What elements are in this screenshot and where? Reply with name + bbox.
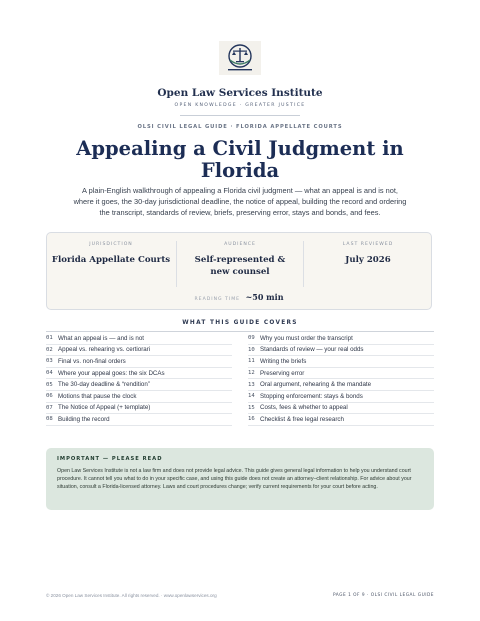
toc-item[interactable] (248, 333, 434, 345)
last-reviewed-field (304, 233, 432, 287)
header-divider (180, 115, 300, 116)
toc-item-number: 13 (248, 381, 255, 388)
toc-item-number: 07 (46, 404, 53, 411)
toc-item[interactable] (248, 403, 434, 415)
jurisdiction-field (47, 233, 175, 287)
toc-item[interactable] (46, 391, 232, 403)
organization-name: Open Law Services Institute (157, 87, 323, 99)
jurisdiction-label: JURISDICTION (89, 242, 133, 247)
toc-item-number: 14 (248, 393, 255, 400)
toc-item-number: 08 (46, 416, 53, 423)
toc-item[interactable] (248, 356, 434, 368)
toc-item-label: Final vs. non-final orders (58, 357, 126, 365)
toc-item-number: 10 (248, 346, 255, 353)
toc-item[interactable] (46, 379, 232, 391)
audience-field (176, 241, 304, 287)
notice-title: IMPORTANT — PLEASE READ (57, 456, 163, 462)
last-reviewed-value: July 2026 (345, 255, 391, 265)
toc-item-number: 05 (46, 381, 53, 388)
toc-heading: WHAT THIS GUIDE COVERS (182, 320, 298, 326)
reading-time-value: ~50 min (245, 292, 284, 302)
toc-item-label: What an appeal is — and is not (58, 334, 144, 342)
toc-item[interactable] (248, 379, 434, 391)
toc-column-left (46, 333, 232, 426)
organization-tagline: OPEN KNOWLEDGE · GREATER JUSTICE (174, 103, 306, 108)
footer-page-number: PAGE 1 OF 9 · OLSI CIVIL LEGAL GUIDE (332, 593, 434, 598)
toc-item-label: Motions that pause the clock (58, 392, 137, 400)
jurisdiction-value: Florida Appellate Courts (51, 255, 171, 265)
reading-time-label: READING TIME (194, 297, 241, 302)
audience-label: AUDIENCE (224, 242, 256, 247)
toc-item-label: Oral argument, rehearing & the mandate (260, 381, 372, 389)
toc-item[interactable] (46, 333, 232, 345)
toc-item[interactable] (46, 414, 232, 426)
toc-item-label: Building the record (58, 415, 110, 423)
page-title: Appealing a Civil Judgment in Florida (76, 137, 404, 182)
toc-item-label: Appeal vs. rehearing vs. certiorari (58, 346, 151, 354)
toc-column-right (248, 333, 434, 426)
toc-item-label: Standards of review — your real odds (260, 346, 364, 354)
toc-item[interactable] (248, 345, 434, 357)
toc-item-number: 02 (46, 346, 53, 353)
audience-value: Self-represented & new counsel (194, 255, 286, 277)
toc-item-number: 01 (46, 335, 53, 342)
notice-body: Open Law Services Institute is not a law firm and does not provide legal advice. This guide gives general legal information to help you understand court procedure. It cannot tell you what to do in your specific case, and using this guide does not create an attorney–client relationship. For advice about your situation, consult a Florida-licensed attorney. Laws and court procedures change; verify current requirements for your court before acting. (57, 468, 412, 491)
toc-item-label: Stopping enforcement: stays & bonds (260, 392, 363, 400)
toc-item[interactable] (46, 403, 232, 415)
toc-divider (46, 331, 434, 332)
toc-item-number: 12 (248, 370, 255, 377)
toc-item[interactable] (46, 356, 232, 368)
reading-time (47, 292, 431, 302)
toc-item[interactable] (46, 345, 232, 357)
toc-item-number: 15 (248, 404, 255, 411)
toc-item-number: 03 (46, 358, 53, 365)
toc-item[interactable] (46, 368, 232, 380)
toc-item-label: Writing the briefs (260, 357, 307, 365)
toc-item-number: 16 (248, 416, 255, 423)
toc-item-label: The Notice of Appeal (+ template) (58, 404, 151, 412)
legal-disclaimer-notice (46, 448, 434, 510)
guide-summary: A plain-English walkthrough of appealing a Florida civil judgment — what an appeal is and is not, where it goes, the 30-day jurisdictional deadline, the notice of appeal, building the record and ordering the transcript, standards of review, briefs, preserving error, stays and bonds, and fees. (73, 186, 407, 218)
toc-item-label: Checklist & free legal research (260, 415, 344, 423)
toc-item-label: Preserving error (260, 369, 305, 377)
toc-item-label: Why you must order the transcript (260, 334, 353, 342)
guide-info-card (46, 232, 432, 310)
toc-item-label: The 30-day deadline & “rendition” (58, 381, 150, 389)
toc-item-number: 06 (46, 393, 53, 400)
guide-kicker: OLSI CIVIL LEGAL GUIDE · FLORIDA APPELLATE COURTS (137, 124, 343, 130)
toc-item[interactable] (248, 391, 434, 403)
toc-item-label: Where your appeal goes: the six DCAs (58, 369, 165, 377)
toc-item-number: 04 (46, 370, 53, 377)
last-reviewed-label: LAST REVIEWED (342, 242, 394, 247)
scales-of-justice-icon (219, 41, 261, 75)
toc-item-number: 09 (248, 335, 255, 342)
toc-item[interactable] (248, 368, 434, 380)
toc-item[interactable] (248, 414, 434, 426)
toc-item-label: Costs, fees & whether to appeal (260, 404, 348, 412)
toc-item-number: 11 (248, 358, 255, 365)
footer-copyright: © 2026 Open Law Services Institute. All rights reserved. · www.openlawservices.org (46, 593, 217, 598)
